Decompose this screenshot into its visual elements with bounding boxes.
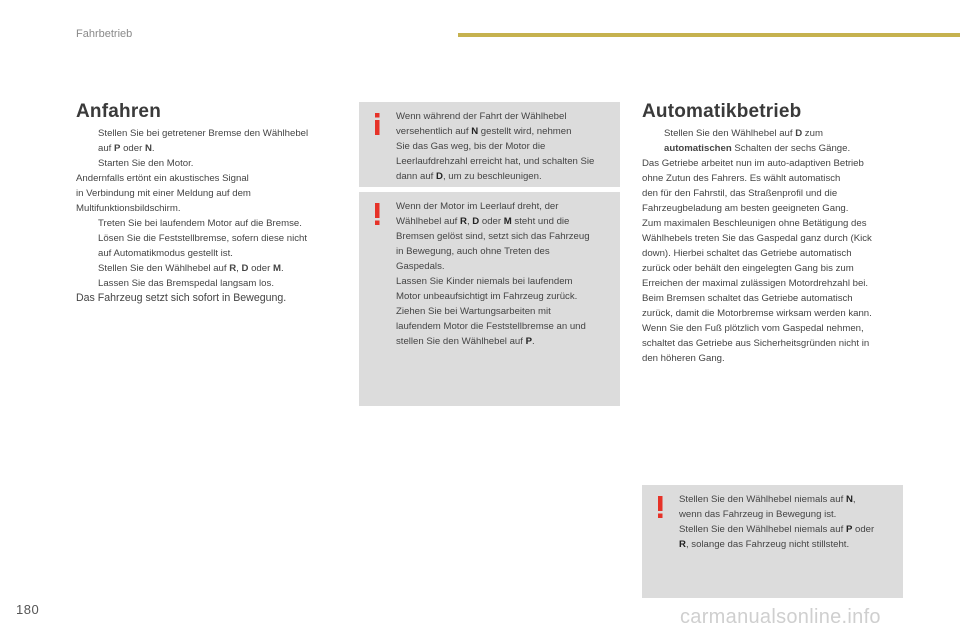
anfahren-bullet-item: Stellen Sie bei getretener Bremse den Wählhebel <box>98 128 309 139</box>
box-text-line: Motor unbeaufsichtigt im Fahrzeug zurück. <box>396 291 578 302</box>
box-text-line: Leerlaufdrehzahl erreicht hat, und schalten Sie <box>396 156 595 167</box>
automatikbetrieb-text-line: Das Getriebe arbeitet nun im auto-adaptiven Betrieb <box>642 158 864 169</box>
automatikbetrieb-text-line: automatischen Schalten der sechs Gänge. <box>664 143 851 154</box>
box-text-line: stellen Sie den Wählhebel auf P. <box>396 336 535 347</box>
automatikbetrieb-text-line: Wählhebels treten Sie das Gaspedal ganz durch (Kick <box>642 233 872 244</box>
automatikbetrieb-bullet-item: Stellen Sie den Wählhebel auf D zum <box>664 128 823 139</box>
section-title-automatikbetrieb: Automatikbetrieb <box>642 101 802 122</box>
warning-icon <box>368 203 386 225</box>
anfahren-text <box>76 126 340 306</box>
anfahren-text-line: auf P oder N. <box>98 143 155 154</box>
automatikbetrieb-text-line: ohne Zutun des Fahrers. Es wählt automatisch <box>642 173 841 184</box>
anfahren-bullet-item: Starten Sie den Motor. <box>98 158 194 169</box>
box-text-line: Gaspedals. <box>396 261 445 272</box>
box-text-line: R, solange das Fahrzeug nicht stillsteht. <box>679 539 850 550</box>
anfahren-text-line: Multifunktionsbildschirm. <box>76 203 181 214</box>
box-text-line: dann auf D, um zu beschleunigen. <box>396 171 542 182</box>
section-title-anfahren: Anfahren <box>76 101 161 122</box>
anfahren-bullet-item: Stellen Sie den Wählhebel auf R, D oder M. <box>98 263 284 274</box>
automatikbetrieb-text-line: schaltet das Getriebe aus Sicherheitsgründen nicht in <box>642 338 870 349</box>
automatikbetrieb-text-line: zurück, damit die Motorbremse wirksam werden kann. <box>642 308 872 319</box>
info-box <box>359 102 620 187</box>
anfahren-bullet-item: Lassen Sie das Bremspedal langsam los. <box>98 278 274 289</box>
box-text-line: in Bewegung, auch ohne Treten des <box>396 246 550 257</box>
warning-box-1 <box>359 192 620 406</box>
automatikbetrieb-text-line: zurück oder behält den eingelegten Gang bis zum <box>642 263 854 274</box>
box-text-line: Sie das Gas weg, bis der Motor die <box>396 141 546 152</box>
page-number: 180 <box>16 602 40 617</box>
warning-box-2-text <box>679 492 901 552</box>
automatikbetrieb-text-line: Fahrzeugbeladung am besten geeigneten Gang. <box>642 203 849 214</box>
automatikbetrieb-text-line: down). Hierbei schaltet das Getriebe automatisch <box>642 248 852 259</box>
box-text-line: Wenn während der Fahrt der Wählhebel <box>396 111 567 122</box>
box-text-line: Lassen Sie Kinder niemals bei laufendem <box>396 276 573 287</box>
box-text-line: Ziehen Sie bei Wartungsarbeiten mit <box>396 306 551 317</box>
anfahren-bullet-item: Treten Sie bei laufendem Motor auf die Bremse. <box>98 218 302 229</box>
box-text-line: wenn das Fahrzeug in Bewegung ist. <box>679 509 837 520</box>
anfahren-text-line: Andernfalls ertönt ein akustisches Signal <box>76 173 249 184</box>
box-text-line: Stellen Sie den Wählhebel niemals auf P oder <box>679 524 875 535</box>
info-box-text <box>396 109 618 184</box>
box-text-line: versehentlich auf N gestellt wird, nehmen <box>396 126 572 137</box>
watermark: carmanualsonline.info <box>680 606 881 628</box>
anfahren-bullet-item: Lösen Sie die Feststellbremse, sofern diese nicht <box>98 233 308 244</box>
anfahren-text-line: auf Automatikmodus gestellt ist. <box>98 248 233 259</box>
automatikbetrieb-text-line: Beim Bremsen schaltet das Getriebe automatisch <box>642 293 853 304</box>
automatikbetrieb-text-line: Erreichen der maximal zulässigen Motordrehzahl bei. <box>642 278 869 289</box>
section-header: Fahrbetrieb <box>76 28 133 40</box>
warning-icon <box>651 496 669 518</box>
automatikbetrieb-text-line: den höheren Gang. <box>642 353 725 364</box>
anfahren-text-line: in Verbindung mit einer Meldung auf dem <box>76 188 251 199</box>
box-text-line: Wenn der Motor im Leerlauf dreht, der <box>396 201 559 212</box>
automatikbetrieb-text-line: den für den Fahrstil, das Straßenprofil und die <box>642 188 838 199</box>
automatikbetrieb-text-line: Wenn Sie den Fuß plötzlich vom Gaspedal nehmen, <box>642 323 864 334</box>
warning-box-1-text <box>396 199 618 349</box>
box-text-line: Bremsen gelöst sind, setzt sich das Fahrzeug <box>396 231 590 242</box>
header-accent-bar <box>458 33 960 37</box>
anfahren-text-line: Das Fahrzeug setzt sich sofort in Bewegung. <box>76 292 287 304</box>
box-text-line: Wählhebel auf R, D oder M steht und die <box>396 216 570 227</box>
automatikbetrieb-text-line: Zum maximalen Beschleunigen ohne Betätigung des <box>642 218 867 229</box>
box-text-line: Stellen Sie den Wählhebel niemals auf N, <box>679 494 856 505</box>
info-icon <box>368 113 386 135</box>
box-text-line: laufendem Motor die Feststellbremse an und <box>396 321 586 332</box>
automatikbetrieb-text <box>642 126 908 366</box>
warning-box-2 <box>642 485 903 598</box>
